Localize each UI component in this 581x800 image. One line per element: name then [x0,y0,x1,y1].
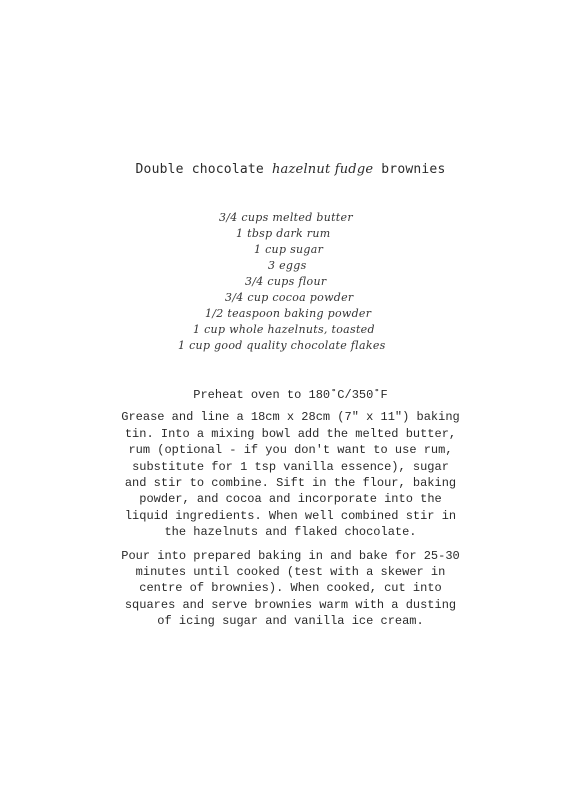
ingredient-item: 3/4 cups melted butter [219,211,353,224]
ingredient-item: 1 cup whole hazelnuts, toasted [193,323,375,336]
ingredient-item: 3/4 cup cocoa powder [225,291,354,304]
ingredient-item: 1/2 teaspoon baking powder [205,307,372,320]
title-part-3: brownies [381,162,446,177]
title-part-1: Double chocolate [135,162,264,177]
ingredient-item: 3 eggs [268,259,307,272]
method-step-1: Grease and line a 18cm x 28cm (7" x 11") baking tin. Into a mixing bowl add the melted butter, rum (optional - if you don't want to use rum, substitute for 1 tsp vanilla essence), sugar and stir to combine. Sift in the flour, baking powder, and cocoa and incorporate into the liquid ingredients. When well combined stir in the hazelnuts and flaked chocolate. [121,410,460,540]
ingredient-item: 1 cup good quality chocolate flakes [178,339,386,352]
method-section [0,387,581,630]
title-part-2: hazelnut fudge [271,162,374,177]
preheat-instruction: Preheat oven to 180˚C/350˚F [193,388,388,402]
ingredient-item: 1 tbsp dark rum [236,227,331,240]
ingredient-item: 1 cup sugar [254,243,324,256]
recipe-title [0,162,581,177]
ingredient-item: 3/4 cups flour [245,275,327,288]
method-step-2: Pour into prepared baking in and bake for 25-30 minutes until cooked (test with a skewer in centre of brownies). When cooked, cut into squares and serve brownies warm with a dusting of icing sugar and vanilla ice cream. [121,548,460,629]
